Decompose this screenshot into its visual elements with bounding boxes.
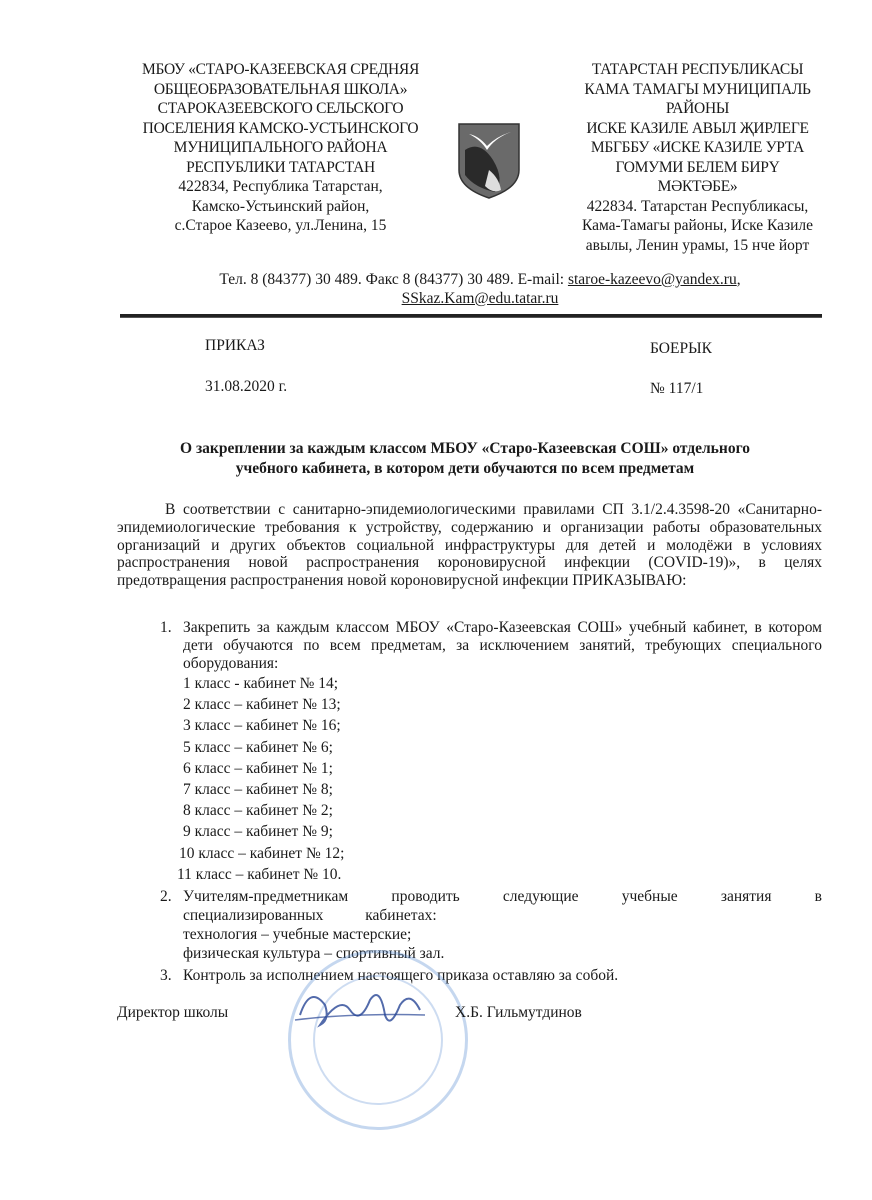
order-item-3	[160, 967, 822, 985]
header-line: Кама-Тамагы районы, Иске Казиле	[581, 217, 814, 234]
document-title	[110, 439, 820, 479]
header-line: КАМА ТАМАГЫ МУНИЦИПАЛЬ	[584, 80, 811, 98]
header-line: МБГББУ «ИСКЕ КАЗИЛЕ УРТА	[590, 139, 805, 156]
order-number: № 117/1	[650, 380, 704, 397]
signature-name: Х.Б. Гильмутдинов	[455, 1004, 582, 1021]
header-line: МӘКТӘБЕ»	[657, 178, 738, 195]
header-line: ТАТАРСТАН РЕСПУБЛИКАСЫ	[591, 61, 804, 78]
special-room: технология – учебные мастерские;	[183, 926, 412, 944]
signature-icon	[290, 975, 430, 1035]
contact-info	[100, 270, 860, 308]
class-room: 5 класс – кабинет № 6;	[183, 738, 333, 756]
separator: ,	[736, 271, 741, 288]
item-number: 2.	[160, 888, 172, 906]
email-link-2[interactable]: SSkaz.Kam@edu.tatar.ru	[401, 290, 559, 307]
class-room: 10 класс – кабинет № 12;	[179, 844, 345, 862]
class-room: 3 класс – кабинет № 16;	[183, 717, 341, 735]
item-text: Закрепить за каждым классом МБОУ «Старо-Казеевская СОШ» учебный кабинет, в котором дети обучаются по всем предметам, за исключением занятий, требующих специального оборудования:	[183, 619, 822, 672]
header-right	[565, 60, 830, 255]
order-label-tt: БОЕРЫК	[650, 340, 712, 357]
header-line: с.Старое Казеево, ул.Ленина, 15	[174, 217, 387, 234]
order-item-1	[160, 619, 822, 885]
order-item-2	[160, 887, 822, 963]
header-line: Камско-Устьинский район,	[191, 197, 370, 215]
header-line: ГОМУМИ БЕЛЕМ БИРҮ	[615, 158, 780, 176]
class-room: 2 класс – кабинет № 13;	[183, 696, 341, 714]
header-line: СТАРОКАЗЕЕВСКОГО СЕЛЬСКОГО	[157, 100, 404, 117]
order-items	[160, 619, 822, 985]
title-line: О закреплении за каждым классом МБОУ «Старо-Казеевская СОШ» отдельного	[180, 440, 750, 457]
item-text: Учителям-предметникам проводить следующие учебные занятия в специализированных кабинетах:	[183, 888, 822, 925]
preamble	[117, 501, 822, 590]
header-line: МУНИЦИПАЛЬНОГО РАЙОНА	[173, 139, 388, 156]
class-room: 7 класс – кабинет № 8;	[183, 781, 333, 799]
class-room: 9 класс – кабинет № 9;	[183, 823, 333, 841]
class-room: 1 класс - кабинет № 14;	[183, 675, 339, 692]
order-label-ru: ПРИКАЗ	[205, 337, 265, 354]
header-divider	[120, 314, 822, 318]
title-line: учебного кабинета, в котором дети обучаются по всем предметам	[235, 460, 695, 477]
header-line: авылы, Ленин урамы, 15 нче йорт	[585, 236, 810, 254]
preamble-text: В соответствии с санитарно-эпидемиологическими правилами СП 3.1/2.4.3598-20 «Санитарно-эпидемиологические требования к устройству, содержанию и организации работы образовательных организаций и других объектов социальной инфраструктуры для детей и молодёжи в условиях распространения новой распространения короновирусной инфекции (COVID-19)», в целях предотвращения распространения новой короновирусной инфекции ПРИКАЗЫВАЮ:	[117, 501, 822, 590]
special-room: физическая культура – спортивный зал.	[183, 945, 445, 963]
class-room: 6 класс – кабинет № 1;	[183, 759, 333, 777]
class-room: 11 класс – кабинет № 10.	[177, 865, 342, 883]
class-list	[177, 673, 822, 885]
header-line: ОБЩЕОБРАЗОВАТЕЛЬНАЯ ШКОЛА»	[153, 80, 408, 98]
order-date: 31.08.2020 г.	[205, 378, 288, 395]
item-number: 1.	[160, 619, 172, 636]
signature-position: Директор школы	[117, 1004, 229, 1021]
header-line: РЕСПУБЛИКИ ТАТАРСТАН	[186, 158, 375, 176]
header-line: МБОУ «СТАРО-КАЗЕЕВСКАЯ СРЕДНЯЯ	[141, 61, 420, 78]
item-number: 3.	[160, 967, 172, 985]
coat-of-arms-icon	[455, 120, 523, 200]
contact-phone-fax: Тел. 8 (84377) 30 489. Факс 8 (84377) 30 489. E-mail:	[219, 271, 568, 288]
header-left	[108, 60, 453, 236]
class-room: 8 класс – кабинет № 2;	[183, 802, 333, 820]
header-line: РАЙОНЫ	[665, 100, 730, 117]
header-line: 422834, Республика Татарстан,	[178, 178, 383, 195]
header-line: ПОСЕЛЕНИЯ КАМСКО-УСТЬИНСКОГО	[142, 119, 419, 137]
item-text: Контроль за исполнением настоящего приказа оставляю за собой.	[183, 967, 619, 985]
header-line: ИСКЕ КАЗИЛЕ АВЫЛ ҖИРЛЕГЕ	[586, 119, 809, 137]
header-line: 422834. Татарстан Республикасы,	[586, 197, 809, 215]
email-link-1[interactable]: staroe-kazeevo@yandex.ru	[567, 271, 737, 288]
